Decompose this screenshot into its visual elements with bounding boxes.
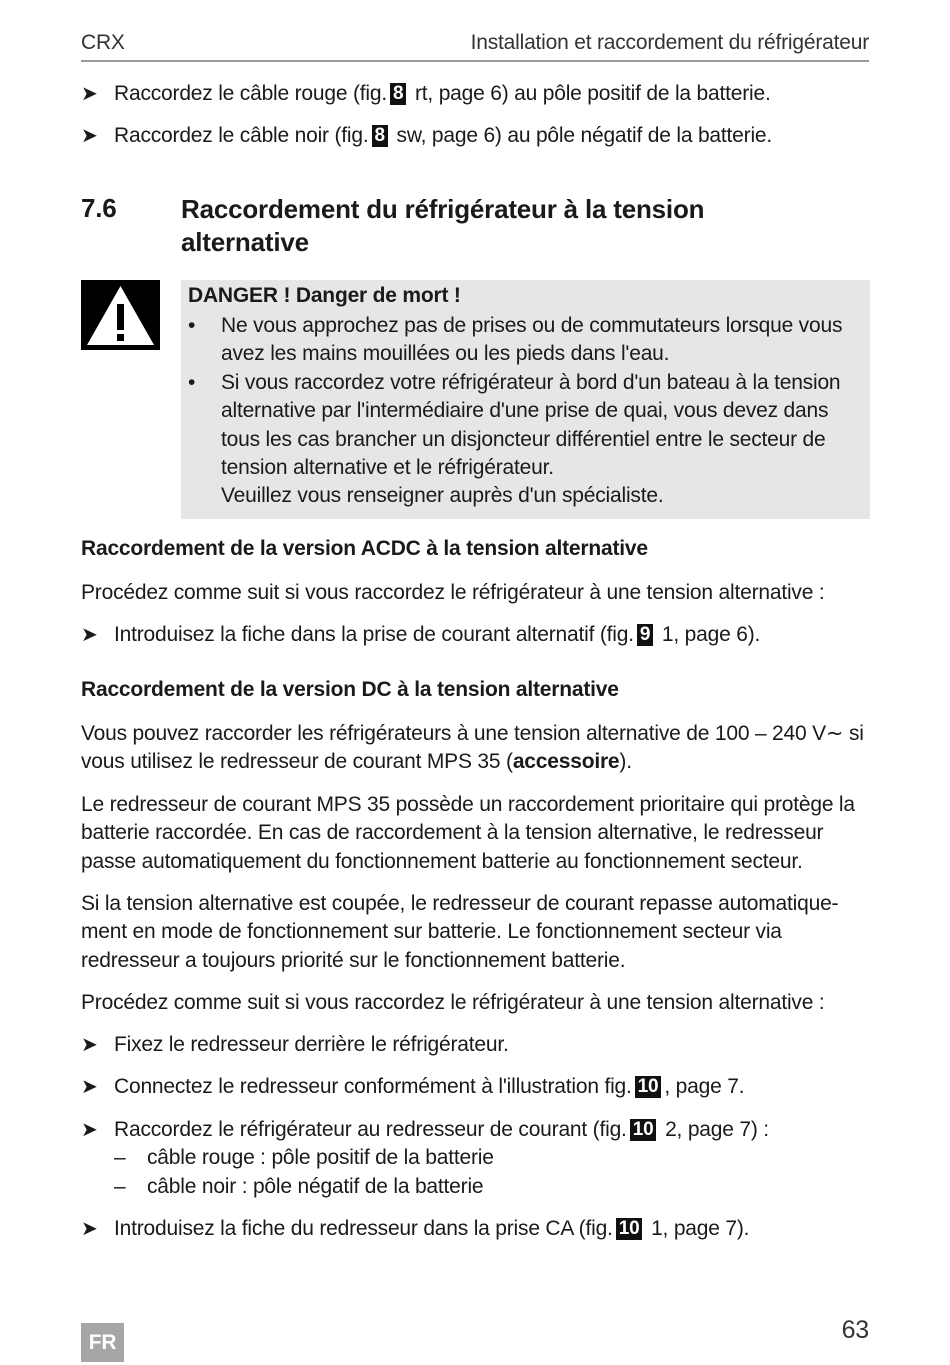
arrow-icon: ➤ <box>81 1119 98 1141</box>
figure-ref: 8 <box>372 125 388 147</box>
header-rule <box>81 60 869 62</box>
figure-ref: 8 <box>390 83 406 105</box>
dc-step-connect: ➤ Connectez le redresseur conformément à l'illustration fig. 10 , page 7. <box>81 1073 744 1101</box>
arrow-icon: ➤ <box>81 624 98 646</box>
sub-item-black: – câble noir : pôle négatif de la batterie <box>114 1173 483 1201</box>
arrow-icon: ➤ <box>81 1034 98 1056</box>
dc-step-plug: ➤ Introduisez la fiche du redresseur dans la prise CA (fig. 10 1, page 7). <box>81 1215 749 1243</box>
arrow-icon: ➤ <box>81 1218 98 1240</box>
dc-intro: Procédez comme suit si vous raccordez le réfrigérateur à une tension alternative : <box>81 991 825 1014</box>
dc-paragraph-2: Le redresseur de courant MPS 35 possède un raccordement prioritaire qui protège la batterie raccordée. En cas de raccordement à la tension alternative, le redresseur passe automatiquement du fonctionnement batterie au fonctionnement secteur. <box>81 793 855 873</box>
acdc-intro: Procédez comme suit si vous raccordez le réfrigérateur à une tension alternative : <box>81 581 825 604</box>
dc-paragraph-3: Si la tension alternative est coupée, le redresseur de courant repasse automatique- ment en mode de fonctionnement sur batterie. Le fonctionnement secteur via redresseur a toujours priorité sur le fonctionnement batterie. <box>81 892 839 972</box>
arrow-icon: ➤ <box>81 1076 98 1098</box>
dc-paragraph-1: Vous pouvez raccorder les réfrigérateurs à une tension alternative de 100 – 240 V∼ si vous utilisez le redresseur de courant MPS 35 (accessoire). <box>81 722 864 774</box>
acdc-step: ➤ Introduisez la fiche dans la prise de courant alternatif (fig. 9 1, page 6). <box>81 621 760 649</box>
step-black-cable: ➤ Raccordez le câble noir (fig. 8 sw, page 6) au pôle négatif de la batterie. <box>81 122 772 150</box>
bullet-icon: • <box>188 371 196 394</box>
figure-ref: 10 <box>616 1218 643 1240</box>
dc-step-fix: ➤ Fixez le redresseur derrière le réfrigérateur. <box>81 1031 509 1059</box>
sub-item-red: – câble rouge : pôle positif de la batterie <box>114 1144 494 1172</box>
bullet-icon: • <box>188 314 196 337</box>
dc-step-wire: ➤ Raccordez le réfrigérateur au redresseur de courant (fig. 10 2, page 7) : <box>81 1116 769 1144</box>
language-badge: FR <box>81 1323 124 1362</box>
figure-ref: 9 <box>637 624 653 646</box>
section-title: Raccordement du réfrigérateur à la tension alternative <box>181 194 705 257</box>
warning-triangle-icon <box>81 280 160 350</box>
figure-ref: 10 <box>630 1119 657 1141</box>
header-product: CRX <box>81 31 125 54</box>
acdc-heading: Raccordement de la version ACDC à la tension alternative <box>81 537 648 560</box>
figure-ref: 10 <box>635 1076 662 1098</box>
page-number: 63 <box>841 1316 869 1344</box>
danger-title: DANGER ! Danger de mort ! <box>188 284 461 307</box>
arrow-icon: ➤ <box>81 83 98 105</box>
arrow-icon: ➤ <box>81 125 98 147</box>
dash-icon: – <box>114 1175 126 1198</box>
header-chapter-title: Installation et raccordement du réfrigérateur <box>470 31 869 54</box>
dc-heading: Raccordement de la version DC à la tension alternative <box>81 678 619 701</box>
section-number: 7.6 <box>81 193 117 223</box>
step-red-cable: ➤ Raccordez le câble rouge (fig. 8 rt, page 6) au pôle positif de la batterie. <box>81 80 771 108</box>
dash-icon: – <box>114 1146 126 1169</box>
